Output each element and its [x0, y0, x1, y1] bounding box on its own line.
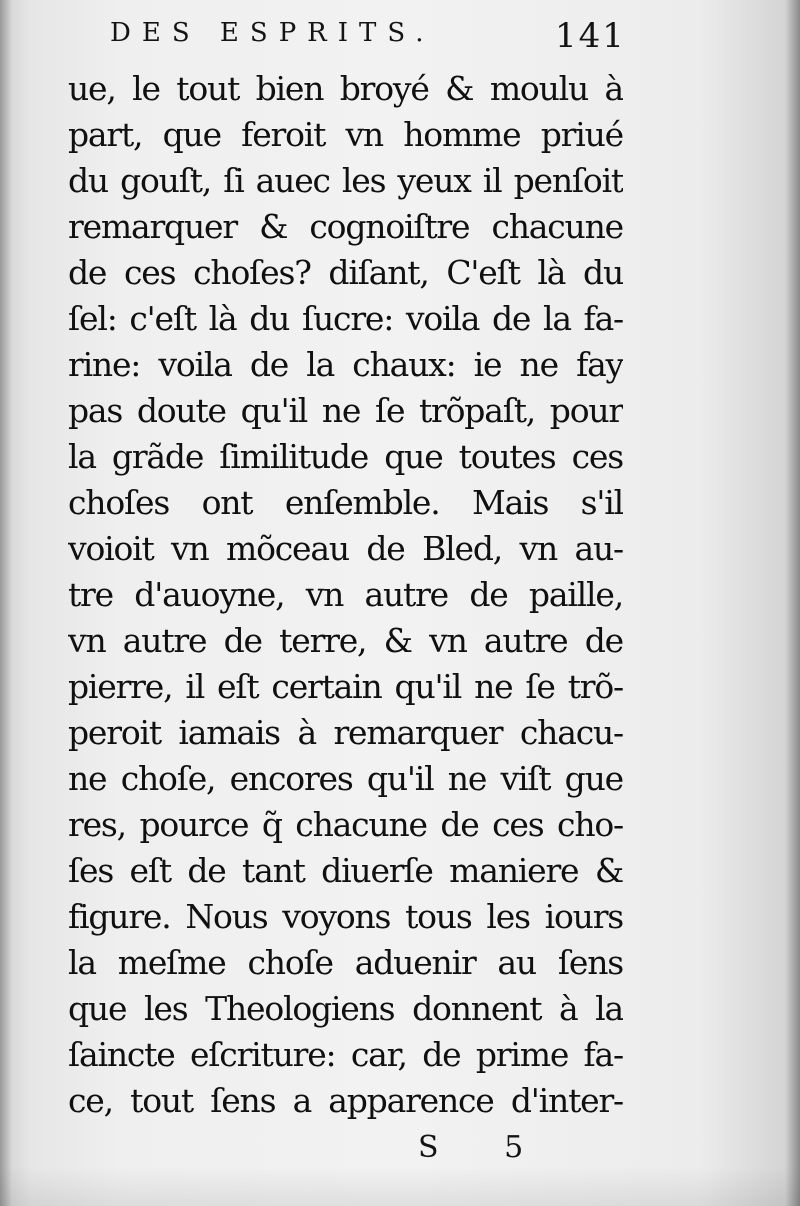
text-line: la meſme choſe aduenir au ſens	[68, 943, 623, 982]
page-number: 141	[555, 16, 626, 56]
text-line: remarquer & cognoiſtre chacune	[68, 207, 623, 246]
text-line: la grãde ſimilitude que toutes ces	[68, 437, 623, 476]
text-line: ce, tout ſens a apparence d'inter-	[68, 1081, 623, 1120]
text-line: tre d'auoyne, vn autre de paille,	[68, 575, 623, 614]
text-line: ſes eſt de tant diuerſe maniere &	[68, 851, 623, 890]
text-line: figure. Nous voyons tous les iours	[68, 897, 623, 936]
text-line: part, que feroit vn homme priué	[68, 115, 623, 154]
page-bottom-shadow	[0, 1166, 800, 1206]
text-line: pas doute qu'il ne ſe trõpaſt, pour	[68, 391, 623, 430]
text-line: choſes ont enſemble. Mais s'il	[68, 483, 623, 522]
text-line: ue, le tout bien broyé & moulu à	[68, 69, 623, 108]
running-head: DES ESPRITS.	[110, 18, 435, 48]
text-line: vn autre de terre, & vn autre de	[68, 621, 623, 660]
text-line: ne choſe, encores qu'il ne viſt gue	[68, 759, 623, 798]
text-line: ſel: c'eſt là du ſucre: voila de la fa-	[68, 299, 623, 338]
text-block	[68, 66, 623, 1124]
page-gutter-edge	[0, 0, 12, 1206]
text-line: de ces choſes? diſant, C'eſt là du	[68, 253, 623, 292]
text-line: res, pource q̃ chacune de ces cho-	[68, 805, 623, 844]
text-line: ſaincte eſcriture: car, de prime fa-	[68, 1035, 623, 1074]
text-line: pierre, il eſt certain qu'il ne ſe trõ-	[68, 667, 623, 706]
text-line: que les Theologiens donnent à la	[68, 989, 623, 1028]
text-line: voioit vn mõceau de Bled, vn au-	[68, 529, 623, 568]
text-line: peroit iamais à remarquer chacu-	[68, 713, 623, 752]
text-line: du gouſt, ſi auec les yeux il penſoit	[68, 161, 623, 200]
signature-mark: S 5	[418, 1130, 552, 1165]
text-line: rine: voila de la chaux: ie ne fay	[68, 345, 623, 384]
